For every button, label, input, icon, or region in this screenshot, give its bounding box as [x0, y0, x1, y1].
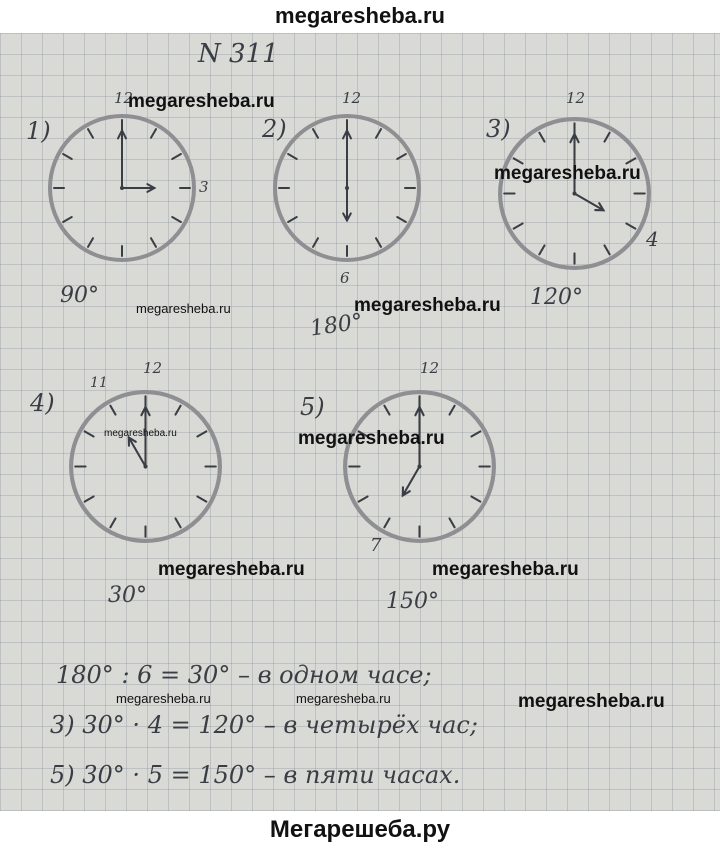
clock-tick	[384, 518, 389, 527]
clock-tick	[604, 133, 609, 142]
watermark: megaresheba.ru	[298, 428, 445, 449]
clock-tick	[359, 496, 368, 501]
clock-3-mark-4: 4	[646, 227, 659, 251]
clock-tick	[376, 129, 381, 138]
clock-tick	[85, 496, 94, 501]
clock-3-angle: 120°	[530, 285, 583, 310]
clock-tick	[288, 154, 297, 159]
clock-tick	[449, 518, 454, 527]
clock-center	[572, 191, 576, 195]
clock-tick	[197, 496, 206, 501]
clock-center	[120, 186, 124, 190]
clock-center	[345, 186, 349, 190]
solution-line-1: 180° : 6 = 30° – в одном часе;	[56, 661, 432, 689]
hour-hand	[129, 438, 146, 467]
clock-tick	[626, 223, 635, 228]
site-header[interactable]: megaresheba.ru	[275, 3, 445, 28]
clock-tick	[471, 496, 480, 501]
watermark: megaresheba.ru	[518, 691, 665, 712]
clock-tick	[449, 406, 454, 415]
clock-tick	[397, 217, 406, 222]
clock-tick	[539, 133, 544, 142]
clock-tick	[604, 245, 609, 254]
clock-2-label: 2)	[262, 115, 287, 143]
clock-5-angle: 150°	[386, 589, 439, 614]
watermark: megaresheba.ru	[296, 691, 391, 706]
problem-number: N 311	[198, 39, 279, 69]
site-footer[interactable]: Мегарешеба.ру	[269, 816, 451, 843]
clock-5-mark-12: 12	[420, 359, 440, 377]
watermark: megaresheba.ru	[136, 301, 231, 316]
clock-4-label: 4)	[30, 389, 55, 417]
solution-line-3: 5) 30° · 5 = 150° – в пяти часах.	[50, 761, 461, 789]
clock-1-angle: 90°	[60, 283, 99, 308]
clock-2	[272, 113, 422, 263]
clock-tick	[151, 238, 156, 247]
clock-4	[68, 389, 223, 544]
clock-tick	[197, 431, 206, 436]
clock-1-mark-3: 3	[199, 178, 209, 196]
clock-4-mark-11: 11	[90, 375, 108, 391]
clock-2-mark-6: 6	[340, 269, 350, 287]
clock-5-mark-7: 7	[370, 535, 382, 556]
watermark: megaresheba.ru	[104, 428, 177, 439]
clock-tick	[288, 217, 297, 222]
clock-tick	[175, 518, 180, 527]
clock-tick	[110, 406, 115, 415]
clock-5-label: 5)	[300, 393, 325, 421]
clock-tick	[175, 406, 180, 415]
notebook-page	[0, 33, 720, 811]
clock-4-mark-12: 12	[143, 359, 163, 377]
clock-tick	[514, 223, 523, 228]
clock-4-angle: 30°	[108, 583, 147, 608]
clock-tick	[539, 245, 544, 254]
clock-1	[47, 113, 197, 263]
clock-3-mark-12: 12	[566, 89, 586, 107]
clock-2-mark-12: 12	[342, 89, 362, 107]
clock-5	[342, 389, 497, 544]
clock-2-angle: 180°	[308, 309, 365, 342]
clock-tick	[384, 406, 389, 415]
clock-tick	[172, 217, 181, 222]
watermark: megaresheba.ru	[432, 559, 579, 580]
clock-center	[417, 464, 421, 468]
clock-tick	[88, 238, 93, 247]
clock-tick	[63, 217, 72, 222]
clock-tick	[313, 238, 318, 247]
watermark: megaresheba.ru	[158, 559, 305, 580]
clock-tick	[85, 431, 94, 436]
clock-tick	[88, 129, 93, 138]
clock-1-mark-12: 12	[114, 89, 134, 107]
clock-tick	[63, 154, 72, 159]
hour-hand	[403, 467, 420, 496]
clock-tick	[313, 129, 318, 138]
watermark: megaresheba.ru	[128, 91, 275, 112]
clock-center	[143, 464, 147, 468]
clock-3-label: 3)	[486, 115, 511, 143]
clock-tick	[110, 518, 115, 527]
watermark: megaresheba.ru	[354, 295, 501, 316]
solution-line-2: 3) 30° · 4 = 120° – в четырёх час;	[50, 711, 478, 739]
clock-1-label: 1)	[26, 117, 51, 145]
clock-tick	[172, 154, 181, 159]
watermark: megaresheba.ru	[116, 691, 211, 706]
clock-tick	[376, 238, 381, 247]
clock-3	[497, 116, 652, 271]
clock-tick	[151, 129, 156, 138]
clock-tick	[397, 154, 406, 159]
clock-tick	[471, 431, 480, 436]
watermark: megaresheba.ru	[494, 163, 641, 184]
hour-hand	[575, 194, 604, 211]
